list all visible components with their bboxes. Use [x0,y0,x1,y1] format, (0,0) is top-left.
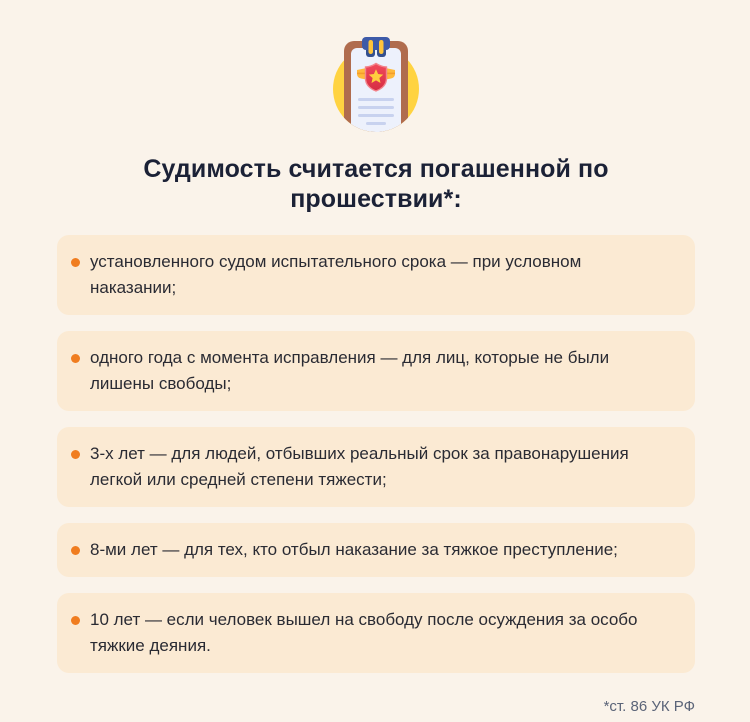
footnote: *ст. 86 УК РФ [603,698,695,715]
clipboard-badge-icon-svg [326,30,426,134]
list-item-text: одного года с момента исправления — для лиц, которые не были лишены свободы; [90,348,610,393]
list-item-text: установленного судом испытательного срока — при условном наказании; [90,252,582,297]
list-item-text: 10 лет — если человек вышел на свободу после осуждения за особо тяжкие деяния. [90,610,638,655]
list-item [57,235,695,315]
page-title: Судимость считается погашенной по прошествии*: [143,155,609,213]
list-item [57,427,695,507]
list-item [57,523,695,577]
bullet-icon [71,354,80,363]
list-item-text: 3-х лет — для людей, отбывших реальный срок за правонарушения легкой или средней степени тяжести; [90,444,629,489]
bullet-icon [71,258,80,267]
list-item [57,331,695,411]
bullet-icon [71,450,80,459]
bullet-icon [71,616,80,625]
list [57,235,695,673]
list-item-text: 8-ми лет — для тех, кто отбыл наказание за тяжкое преступление; [90,540,618,559]
list-item [57,593,695,673]
bullet-icon [71,546,80,555]
clipboard-badge-icon [57,30,695,134]
